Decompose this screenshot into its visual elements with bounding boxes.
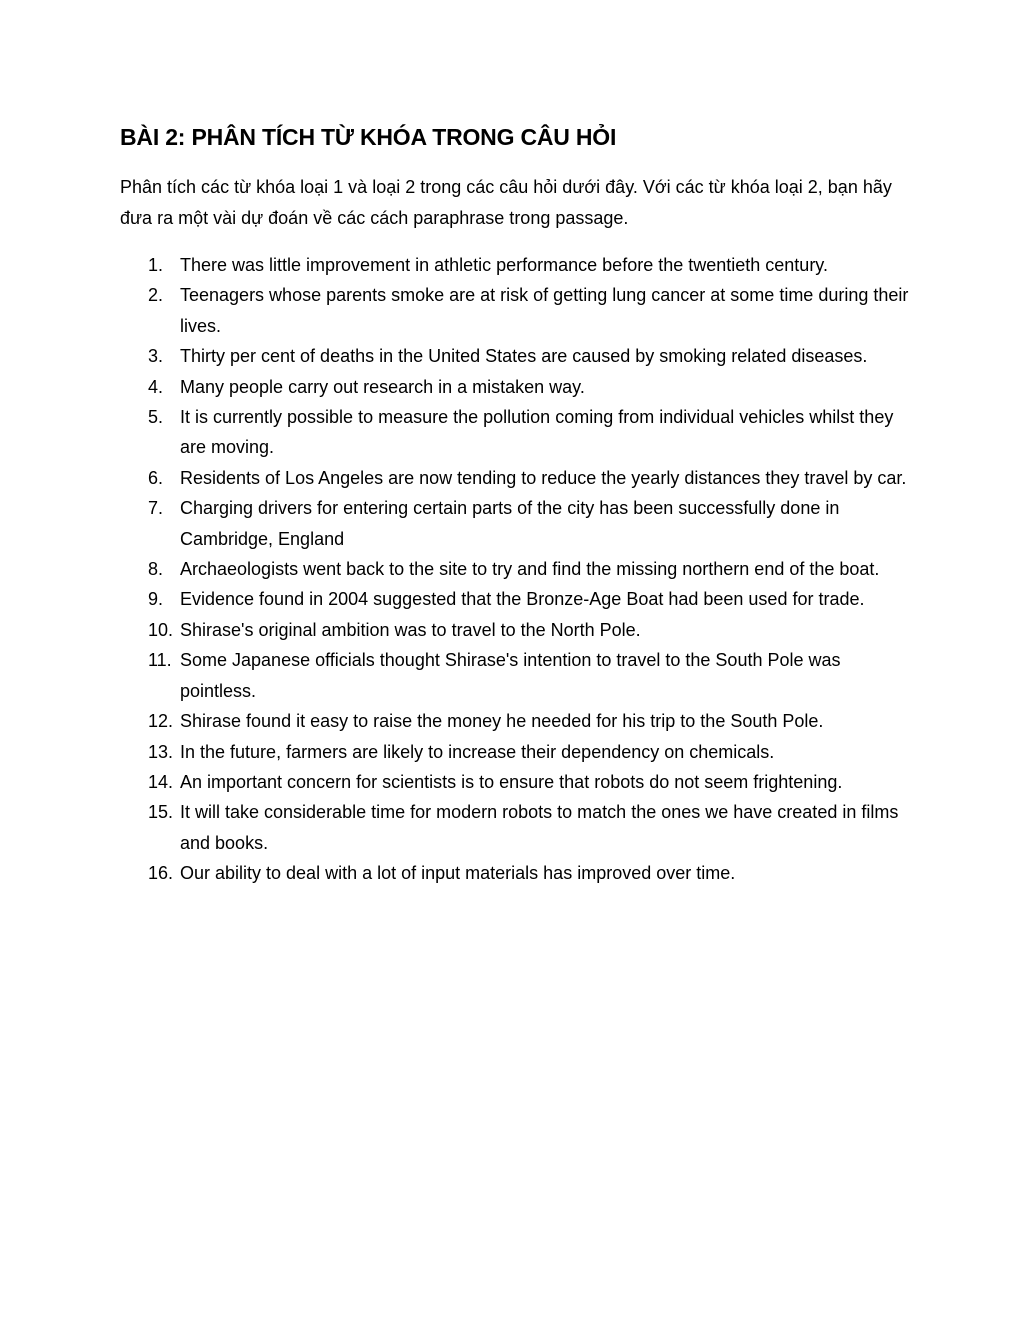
question-item [120, 341, 910, 371]
question-item [120, 280, 910, 341]
question-text: It is currently possible to measure the pollution coming from individual vehicles whilst they are moving. [180, 407, 894, 458]
question-text: Shirase found it easy to raise the money he needed for his trip to the South Pole. [180, 711, 824, 732]
question-text: In the future, farmers are likely to increase their dependency on chemicals. [180, 741, 775, 762]
question-number: 2. [148, 285, 164, 306]
question-text: Thirty per cent of deaths in the United States are caused by smoking related diseases. [180, 346, 868, 367]
question-text: Archaeologists went back to the site to try and find the missing northern end of the boat. [180, 559, 880, 580]
question-item [120, 645, 910, 706]
question-number: 5. [148, 407, 164, 428]
question-item [120, 615, 910, 645]
question-text: Our ability to deal with a lot of input materials has improved over time. [180, 863, 736, 884]
question-item [120, 402, 910, 463]
question-number: 10. [148, 619, 174, 640]
question-number: 9. [148, 589, 164, 610]
question-number: 12. [148, 711, 174, 732]
question-number: 7. [148, 498, 164, 519]
question-text: Some Japanese officials thought Shirase's intention to travel to the South Pole was pointless. [180, 650, 841, 701]
question-item [120, 554, 910, 584]
question-text: Residents of Los Angeles are now tending to reduce the yearly distances they travel by car. [180, 467, 907, 488]
question-text: An important concern for scientists is to ensure that robots do not seem frightening. [180, 771, 843, 792]
question-item [120, 737, 910, 767]
question-number: 4. [148, 376, 164, 397]
question-item [120, 372, 910, 402]
question-number: 16. [148, 863, 174, 884]
question-item [120, 250, 910, 280]
question-number: 3. [148, 346, 164, 367]
question-number: 11. [148, 650, 172, 671]
question-item [120, 858, 910, 888]
page-title: BÀI 2: PHÂN TÍCH TỪ KHÓA TRONG CÂU HỎI [120, 124, 617, 150]
question-number: 14. [148, 771, 174, 792]
question-text: Many people carry out research in a mistaken way. [180, 376, 585, 397]
question-list [120, 250, 910, 889]
question-text: Shirase's original ambition was to travel to the North Pole. [180, 619, 641, 640]
question-number: 1. [148, 255, 164, 275]
question-number: 13. [148, 741, 174, 762]
question-item [120, 584, 910, 614]
question-text: Teenagers whose parents smoke are at risk of getting lung cancer at some time during their lives. [180, 285, 909, 336]
question-text: It will take considerable time for modern robots to match the ones we have created in films and books. [180, 802, 899, 853]
question-item [120, 493, 910, 554]
question-item [120, 706, 910, 736]
question-text: Evidence found in 2004 suggested that the Bronze-Age Boat had been used for trade. [180, 589, 865, 610]
question-number: 6. [148, 467, 164, 488]
question-item [120, 797, 910, 858]
question-number: 15. [148, 802, 174, 823]
question-item [120, 767, 910, 797]
intro-paragraph: Phân tích các từ khóa loại 1 và loại 2 trong các câu hỏi dưới đây. Với các từ khóa loại 2, bạn hãy đưa ra một vài dự đoán về các cách paraphrase trong passage. [120, 177, 892, 228]
question-text: Charging drivers for entering certain parts of the city has been successfully done in Cambridge, England [180, 498, 840, 549]
question-text: There was little improvement in athletic performance before the twentieth century. [180, 255, 828, 275]
question-number: 8. [148, 559, 164, 580]
question-item [120, 463, 910, 493]
